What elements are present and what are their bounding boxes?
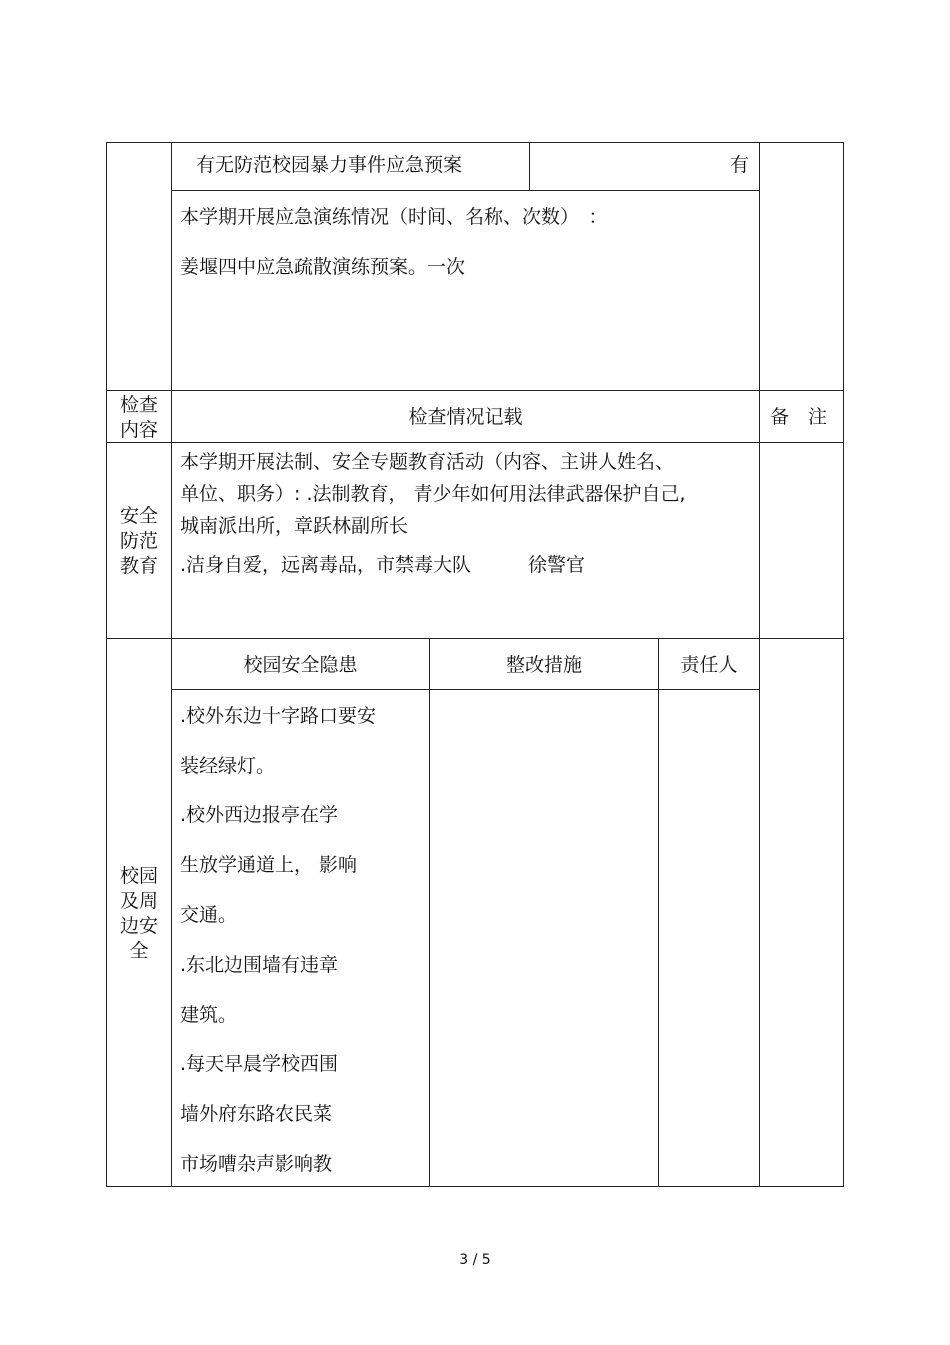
hazard-line-9: 墙外府东路农民菜 [180,1103,333,1125]
row-sep-campus [106,638,844,639]
emergency-plan-answer: 有 [730,154,750,176]
campus-safety-label-line-2: 及周 [119,890,158,912]
safety-education-line-3: 城南派出所，章跃林副所长 [180,515,409,537]
hazard-line-4: 生放学通道上， 影响 [180,854,358,876]
hazard-line-6: .东北边围墙有违章 [180,954,339,976]
safety-education-label-line-3: 教育 [119,555,158,577]
header-check-content [107,393,171,443]
campus-safety-label [107,864,171,964]
header-check-content-line-2: 内容 [119,419,158,441]
hazard-line-7: 建筑。 [180,1004,238,1026]
safety-education-line-1: 本学期开展法制、安全专题教育活动（内容、主讲人姓名、 [180,451,675,473]
safety-education-label [107,504,171,579]
emergency-plan-question: 有无防范校园暴力事件应急预案 [196,154,463,176]
row-sep-header [106,390,844,391]
hazard-line-10: 市场嘈杂声影响教 [180,1153,333,1175]
campus-safety-label-line-1: 校园 [119,865,158,887]
col-sep-responsible [658,638,659,1187]
table-border-bottom [106,1186,844,1187]
safety-education-label-line-2: 防范 [119,530,158,552]
page-number: 3 / 5 [459,1252,491,1268]
drill-value: 姜堰四中应急疏散演练预案。一次 [180,256,466,278]
column-header-measures: 整改措施 [505,654,582,676]
table-border-right [843,142,844,1187]
campus-safety-label-line-3: 边安 [119,915,158,937]
safety-education-line-2: 单位、职务）: .法制教育， 青少年如何用法律武器保护自己, [180,483,686,505]
column-header-hazards: 校园安全隐患 [243,654,358,676]
header-check-record: 检查情况记载 [408,406,523,428]
hazard-line-3: .校外西边报亭在学 [180,804,339,826]
column-header-responsible: 责任人 [680,654,738,676]
col-sep-plan-answer [529,142,530,191]
drill-label: 本学期开展应急演练情况（时间、名称、次数） ： [180,206,608,228]
header-remarks: 备 注 [770,406,828,428]
row-sep-education [106,442,844,443]
hazard-line-2: 装经绿灯。 [180,755,276,777]
campus-safety-label-line-4: 全 [129,940,149,962]
header-check-content-line-1: 检查 [119,394,158,416]
table-border-top [106,142,844,143]
row-sep-plan [171,190,760,191]
table-border-left [106,142,107,1187]
row-sep-campus-header [171,689,760,690]
safety-education-line-4: .洁身自爱，远离毒品，市禁毒大队 徐警官 [180,554,586,576]
col-sep-measures [429,638,430,1187]
hazard-line-5: 交通。 [180,904,238,926]
hazard-line-8: .每天早晨学校西围 [180,1053,339,1075]
hazard-line-1: .校外东边十字路口要安 [180,705,377,727]
col-sep-remarks [759,142,760,1187]
safety-education-label-line-1: 安全 [119,505,158,527]
